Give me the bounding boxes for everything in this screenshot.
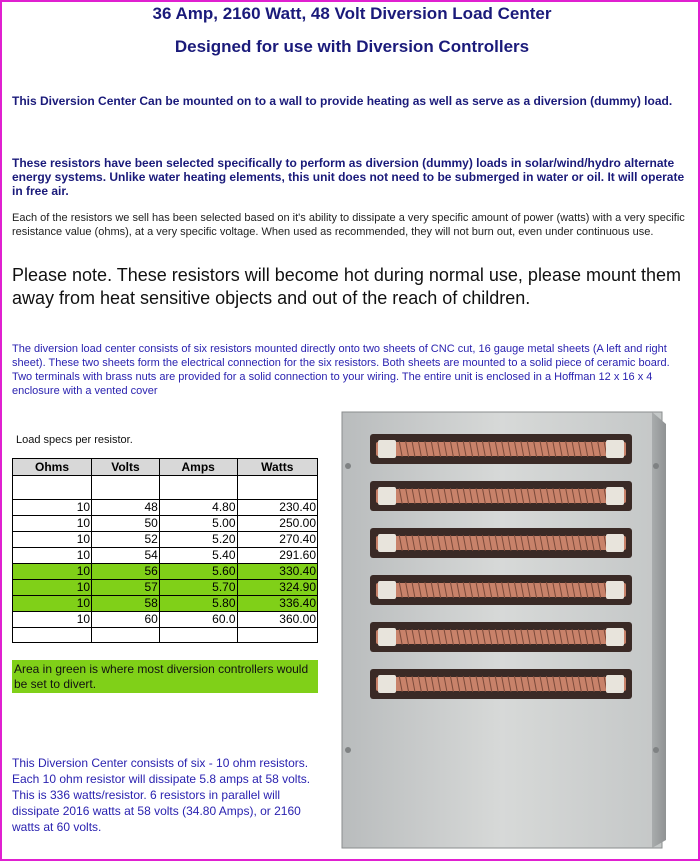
green-area-note: Area in green is where most diversion controllers would be set to divert. [12,660,318,693]
table-blank-row [13,628,318,643]
column-header: Ohms [13,459,92,476]
specs-caption: Load specs per resistor. [16,434,133,446]
table-cell: 5.20 [159,532,237,548]
column-header: Amps [159,459,237,476]
table-cell [13,476,92,500]
table-cell: 230.40 [237,500,317,516]
table-cell: 330.40 [237,564,317,580]
table-cell [159,476,237,500]
table-cell: 48 [92,500,160,516]
table-row [13,548,318,564]
table-row [13,596,318,612]
table-row [13,580,318,596]
summary-paragraph: This Diversion Center consists of six - 10 ohm resistors. Each 10 ohm resistor will dissipate 5.8 amps at 58 volts. This is 336 watts/resistor. 6 resistors in parallel will dissipate 2016 watts at 58 volts (34.80 Amps), or 2160 watts at 60 volts. [12,756,311,834]
table-cell: 10 [13,516,92,532]
table-cell: 5.60 [159,564,237,580]
ceramic-end-cap [606,534,624,552]
ceramic-end-cap [378,440,396,458]
table-header-row [13,459,318,476]
page-subtitle: Designed for use with Diversion Controllers [174,37,530,56]
table-cell: 250.00 [237,516,317,532]
table-cell: 60 [92,612,160,628]
table-cell: 336.40 [237,596,317,612]
each-resistor-paragraph: Each of the resistors we sell has been selected based on it's ability to dissipate a very specific amount of power (watts) with a very specific resistance value (ohms), at a very specific voltage. When used as recommended, they will not burn out, even under continuous use. [12,212,685,238]
load-center-enclosure-image [336,410,666,850]
table-cell [237,628,317,643]
table-cell: 5.70 [159,580,237,596]
table-cell: 360.00 [237,612,317,628]
table-cell [159,628,237,643]
ceramic-end-cap [378,581,396,599]
table-cell: 324.90 [237,580,317,596]
resistors-paragraph: These resistors have been selected specifically to perform as diversion (dummy) loads in solar/wind/hydro alternate energy systems. Unlike water heating elements, this unit does not need to be submerged in water or oil. It will operate in free air. [12,156,685,198]
table-cell: 5.80 [159,596,237,612]
ceramic-end-cap [606,487,624,505]
table-cell: 5.00 [159,516,237,532]
table-cell [92,628,160,643]
table-cell: 10 [13,580,92,596]
table-cell: 10 [13,532,92,548]
table-cell: 56 [92,564,160,580]
table-cell: 270.40 [237,532,317,548]
table-cell: 4.80 [159,500,237,516]
table-cell: 5.40 [159,548,237,564]
table-row [13,564,318,580]
ceramic-end-cap [378,628,396,646]
table-cell: 10 [13,548,92,564]
table-cell: 60.0 [159,612,237,628]
table-cell: 10 [13,564,92,580]
ceramic-end-cap [378,675,396,693]
table-cell: 58 [92,596,160,612]
table-cell [237,476,317,500]
table-cell: 291.60 [237,548,317,564]
ceramic-end-cap [606,581,624,599]
table-row [13,500,318,516]
page-title: 36 Amp, 2160 Watt, 48 Volt Diversion Load Center [152,4,552,23]
table-cell [13,628,92,643]
table-cell: 10 [13,500,92,516]
table-row [13,612,318,628]
table-row [13,532,318,548]
table-row [13,516,318,532]
table-cell [92,476,160,500]
table-cell: 50 [92,516,160,532]
ceramic-end-cap [378,534,396,552]
table-spacer-row [13,476,318,500]
column-header: Volts [92,459,160,476]
mount-paragraph: This Diversion Center Can be mounted on to a wall to provide heating as well as serve as a diversion (dummy) load. [12,94,673,108]
column-header: Watts [237,459,317,476]
description-paragraph: The diversion load center consists of six resistors mounted directly onto two sheets of CNC cut, 16 gauge metal sheets (A left and right sheet). These two sheets form the electrical connection for the six resistors. Both sheets are mounted to a solid piece of ceramic board. Two terminals with brass nuts are provided for a solid connection to your wiring. The entire unit is enclosed in a Hoffman 12 x 16 x 4 enclosure with a vented cover [12,343,670,397]
table-cell: 52 [92,532,160,548]
ceramic-end-cap [606,440,624,458]
load-specs-table [12,458,318,643]
table-cell: 10 [13,612,92,628]
heat-warning-paragraph: Please note. These resistors will become hot during normal use, please mount them away from heat sensitive objects and out of the reach of children. [12,265,682,308]
table-cell: 10 [13,596,92,612]
table-cell: 57 [92,580,160,596]
ceramic-end-cap [378,487,396,505]
table-cell: 54 [92,548,160,564]
ceramic-end-cap [606,628,624,646]
ceramic-end-cap [606,675,624,693]
